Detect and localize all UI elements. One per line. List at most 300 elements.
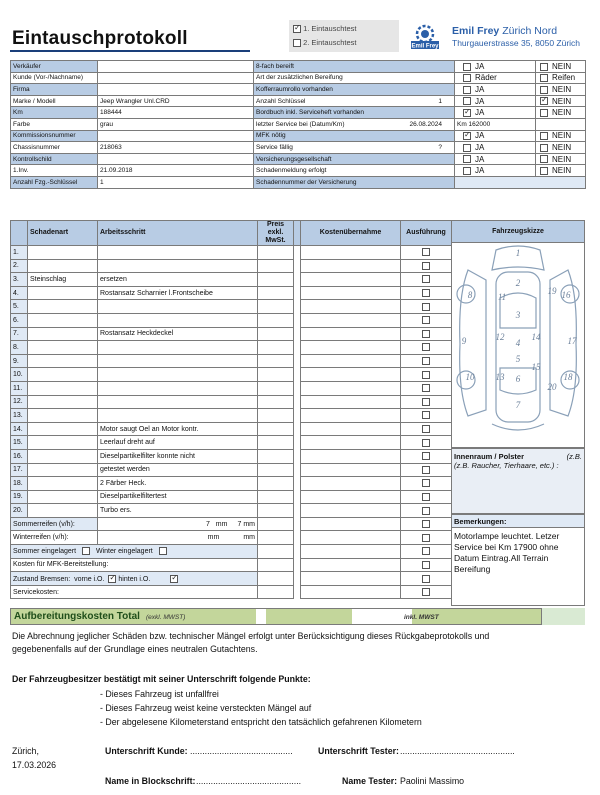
row-schadenart[interactable]: [28, 504, 98, 518]
row-preis[interactable]: [258, 313, 294, 327]
checkbox-bremsen-hinten[interactable]: [170, 575, 178, 583]
info-row: [11, 84, 586, 96]
row-schadenart[interactable]: [28, 313, 98, 327]
checkbox-ausfuehrung[interactable]: [422, 357, 430, 365]
option-b[interactable]: Reifen: [536, 72, 586, 84]
sketch-number: 3: [515, 310, 521, 320]
row-preis[interactable]: [258, 463, 294, 477]
checkbox-b[interactable]: [540, 63, 548, 71]
checkbox-ausfuehrung[interactable]: [422, 316, 430, 324]
row-schadenart[interactable]: [28, 381, 98, 395]
checkbox-ausfuehrung[interactable]: [422, 398, 430, 406]
row-arbeitsschritt[interactable]: ersetzen: [98, 273, 258, 287]
page-title: Eintauschprotokoll: [12, 28, 188, 49]
interior-label: Innenraum / Polster: [454, 452, 525, 461]
checkbox-b[interactable]: [540, 155, 548, 163]
option-b[interactable]: NEIN: [536, 142, 586, 154]
sketch-number: 12: [495, 332, 505, 342]
checkbox-a[interactable]: [463, 74, 471, 82]
row-ausfuehrung[interactable]: [401, 341, 452, 355]
row-number: 1.: [11, 246, 28, 260]
row-arbeitsschritt[interactable]: [98, 395, 258, 409]
info-value[interactable]: 21.09.2018: [98, 165, 254, 177]
row-preis[interactable]: [258, 395, 294, 409]
row-kosten[interactable]: [301, 490, 401, 504]
damage-row: [11, 490, 452, 504]
interior-hint-a: (z.B.: [566, 452, 582, 461]
row-kosten[interactable]: [301, 449, 401, 463]
row-arbeitsschritt[interactable]: Turbo ers.: [98, 504, 258, 518]
sommerreifen-label: Sommerreifen (v/h):: [11, 517, 98, 531]
checkbox-ausfuehrung[interactable]: [422, 384, 430, 392]
checkbox-a[interactable]: [463, 144, 471, 152]
row-kosten[interactable]: [301, 395, 401, 409]
row-kosten[interactable]: [301, 354, 401, 368]
info-value[interactable]: [98, 72, 254, 84]
info-value[interactable]: [98, 153, 254, 165]
row-schadenart[interactable]: Steinschlag: [28, 273, 98, 287]
checkbox-ausfuehrung[interactable]: [422, 588, 430, 596]
row-number: 18.: [11, 477, 28, 491]
sommerreifen-values[interactable]: 7 mm 7 mm: [98, 517, 258, 531]
damage-row: [11, 463, 452, 477]
row-schadenart[interactable]: [28, 300, 98, 314]
row-preis[interactable]: [258, 273, 294, 287]
row-preis[interactable]: [258, 409, 294, 423]
checkbox-ausfuehrung[interactable]: [422, 520, 430, 528]
row-arbeitsschritt[interactable]: Leerlauf dreht auf: [98, 436, 258, 450]
signature-kunde-label: Unterschrift Kunde:: [105, 746, 188, 756]
row-ausfuehrung[interactable]: [401, 477, 452, 491]
row-kosten[interactable]: [301, 286, 401, 300]
damage-row: [11, 327, 452, 341]
row-ausfuehrung[interactable]: [401, 436, 452, 450]
row-ausfuehrung[interactable]: [401, 504, 452, 518]
info-mid-label: Anzahl Schlüssel 1: [254, 95, 455, 107]
checkbox-b[interactable]: [540, 74, 548, 82]
row-preis[interactable]: [258, 504, 294, 518]
row-schadenart[interactable]: [28, 327, 98, 341]
row-kosten[interactable]: [301, 477, 401, 491]
row-kosten[interactable]: [301, 504, 401, 518]
total-gap: [256, 609, 266, 624]
row-number: 3.: [11, 273, 28, 287]
row-arbeitsschritt[interactable]: Motor saugt Oel an Motor kontr.: [98, 422, 258, 436]
checkbox-ausfuehrung[interactable]: [422, 371, 430, 379]
checkbox-ausfuehrung[interactable]: [422, 330, 430, 338]
row-number: 16.: [11, 449, 28, 463]
row-number: 20.: [11, 504, 28, 518]
row-arbeitsschritt[interactable]: Dieselpartikelfiltertest: [98, 490, 258, 504]
info-label: Km: [11, 107, 98, 119]
checkbox-ausfuehrung[interactable]: [422, 466, 430, 474]
row-schadenart[interactable]: [28, 490, 98, 504]
option-b[interactable]: NEIN: [536, 130, 586, 142]
row-schadenart[interactable]: [28, 409, 98, 423]
row-arbeitsschritt[interactable]: [98, 300, 258, 314]
checkbox-ausfuehrung[interactable]: [422, 275, 430, 283]
vehicle-info-table: [10, 60, 586, 189]
row-schadenart[interactable]: [28, 341, 98, 355]
row-kosten[interactable]: [301, 341, 401, 355]
damage-row: [11, 286, 452, 300]
checkbox-bremsen-vorne[interactable]: [108, 575, 116, 583]
signature-date: 17.03.2026: [12, 760, 57, 770]
row-preis[interactable]: [258, 259, 294, 273]
damage-row: [11, 477, 452, 491]
info-value[interactable]: [98, 84, 254, 96]
info-row: [11, 142, 586, 154]
row-kosten[interactable]: [301, 300, 401, 314]
row-ausfuehrung[interactable]: [401, 286, 452, 300]
option-second-test[interactable]: [293, 38, 356, 47]
checkbox-a[interactable]: [463, 155, 471, 163]
checkbox-ausfuehrung[interactable]: [422, 289, 430, 297]
signature-tester-line[interactable]: ...............................................: [400, 746, 515, 756]
row-schadenart[interactable]: [28, 449, 98, 463]
damage-row: [11, 341, 452, 355]
info-mid-label: Service fällig ?: [254, 142, 455, 154]
col-schadenart: Schadenart: [28, 221, 98, 246]
row-ausfuehrung[interactable]: [401, 300, 452, 314]
checkbox-b[interactable]: [540, 167, 548, 175]
damage-row: [11, 436, 452, 450]
checkbox-ausfuehrung[interactable]: [422, 303, 430, 311]
checkbox-ausfuehrung[interactable]: [422, 452, 430, 460]
title-underline: [10, 50, 250, 52]
sketch-number: 17: [567, 336, 577, 346]
col-preis: Preis exkl. MwSt.: [258, 221, 294, 246]
sketch-number: 20: [547, 382, 557, 392]
row-number: 5.: [11, 300, 28, 314]
row-number: 2.: [11, 259, 28, 273]
row-ausfuehrung[interactable]: [401, 409, 452, 423]
info-row: [11, 176, 586, 188]
row-preis[interactable]: [258, 341, 294, 355]
total-exkl: (exkl. MWST): [146, 614, 186, 621]
row-preis[interactable]: [258, 381, 294, 395]
checkbox-a[interactable]: [463, 86, 471, 94]
extra-row: [11, 531, 452, 545]
damage-row: [11, 313, 452, 327]
checkbox-a[interactable]: [463, 167, 471, 175]
row-arbeitsschritt[interactable]: [98, 313, 258, 327]
signature-city: Zürich,: [12, 746, 39, 756]
checkbox-ausfuehrung[interactable]: [422, 248, 430, 256]
row-kosten[interactable]: [301, 327, 401, 341]
sketch-number: 10: [465, 372, 475, 382]
info-row: [11, 153, 586, 165]
info-mid-label: MFK nötig: [254, 130, 455, 142]
damage-row: [11, 300, 452, 314]
option-a[interactable]: ✓ JA: [455, 107, 536, 119]
info-label: Kunde (Vor-/Nachname): [11, 72, 98, 84]
row-preis[interactable]: [258, 327, 294, 341]
brand-name: Emil Frey Zürich Nord: [452, 25, 558, 37]
info-row: [11, 95, 586, 107]
checkbox-second-test[interactable]: [293, 39, 301, 47]
damage-row: [11, 422, 452, 436]
row-schadenart[interactable]: [28, 422, 98, 436]
info-label: Kommissionsnummer: [11, 130, 98, 142]
total-bar-end: [542, 608, 585, 625]
row-preis[interactable]: [258, 449, 294, 463]
option-a[interactable]: JA: [455, 153, 536, 165]
damage-table: [10, 220, 452, 599]
info-value[interactable]: [98, 130, 254, 142]
sketch-number: 6: [515, 374, 521, 384]
row-ausfuehrung[interactable]: [401, 273, 452, 287]
row-preis[interactable]: [258, 300, 294, 314]
row-schadenart[interactable]: [28, 463, 98, 477]
col-kosten: Kostenübernahme: [301, 221, 401, 246]
damage-row: [11, 409, 452, 423]
logo-text: Emil Frey: [411, 43, 439, 50]
option-first-test-label: 1. Eintauschtest: [303, 24, 357, 33]
eingelagert[interactable]: Sommer eingelagert Winter eingelagert: [11, 545, 258, 559]
info-label: Firma: [11, 84, 98, 96]
row-ausfuehrung[interactable]: [401, 449, 452, 463]
row-preis[interactable]: [258, 436, 294, 450]
damage-row: [11, 395, 452, 409]
row-preis[interactable]: [258, 286, 294, 300]
option-a[interactable]: JA: [455, 165, 536, 177]
row-ausfuehrung[interactable]: [401, 463, 452, 477]
vehicle-sketch: [452, 240, 584, 440]
option-a[interactable]: Räder: [455, 72, 536, 84]
row-kosten[interactable]: [301, 259, 401, 273]
signature-kunde-line[interactable]: ..........................................: [190, 746, 293, 756]
remarks-box: [451, 514, 585, 606]
row-kosten[interactable]: [301, 463, 401, 477]
option-a[interactable]: JA: [455, 95, 536, 107]
info-value[interactable]: 188444: [98, 107, 254, 119]
sketch-number: 19: [547, 286, 557, 296]
row-ausfuehrung[interactable]: [401, 395, 452, 409]
row-number: 13.: [11, 409, 28, 423]
billing-text-2: gegebenenfalls auf der Grundlage eines neutralen Gutachtens.: [12, 644, 258, 654]
checkbox-a[interactable]: [463, 63, 471, 71]
checkbox-ausfuehrung[interactable]: [422, 561, 430, 569]
sketch-number: 8: [467, 290, 473, 300]
row-preis[interactable]: [258, 477, 294, 491]
row-number: 9.: [11, 354, 28, 368]
checkbox-a[interactable]: [463, 97, 471, 105]
info-label: Chassisnummer: [11, 142, 98, 154]
option-b[interactable]: NEIN: [536, 84, 586, 96]
row-preis[interactable]: [258, 368, 294, 382]
option-b[interactable]: NEIN: [536, 165, 586, 177]
row-arbeitsschritt[interactable]: [98, 246, 258, 260]
row-schadenart[interactable]: [28, 368, 98, 382]
row-ausfuehrung[interactable]: [401, 381, 452, 395]
row-arbeitsschritt[interactable]: [98, 259, 258, 273]
row-kosten[interactable]: [301, 422, 401, 436]
row-number: 7.: [11, 327, 28, 341]
row-schadenart[interactable]: [28, 286, 98, 300]
row-arbeitsschritt[interactable]: [98, 341, 258, 355]
row-preis[interactable]: [258, 246, 294, 260]
row-kosten[interactable]: [301, 313, 401, 327]
option-b[interactable]: ✓ NEIN: [536, 95, 586, 107]
checkbox-b[interactable]: [540, 144, 548, 152]
row-kosten[interactable]: [301, 409, 401, 423]
option-b[interactable]: NEIN: [536, 107, 586, 119]
sketch-number: 18: [563, 372, 573, 382]
name-tester-label: Name Tester:: [342, 776, 398, 786]
option-b[interactable]: NEIN: [536, 61, 586, 73]
checkbox-ausfuehrung[interactable]: [422, 493, 430, 501]
option-a[interactable]: JA: [455, 142, 536, 154]
row-kosten[interactable]: [301, 273, 401, 287]
option-a[interactable]: JA: [455, 84, 536, 96]
extra-row: [11, 572, 452, 586]
checkbox-ausfuehrung[interactable]: [422, 439, 430, 447]
checkbox-ausfuehrung[interactable]: [422, 534, 430, 542]
row-ausfuehrung[interactable]: [401, 327, 452, 341]
checkbox-ausfuehrung[interactable]: [422, 547, 430, 555]
row-arbeitsschritt[interactable]: getestet werden: [98, 463, 258, 477]
total-bar: [10, 608, 542, 625]
info-row: [11, 165, 586, 177]
info-value[interactable]: Jeep Wrangler Unl.CRD: [98, 95, 254, 107]
row-kosten[interactable]: [301, 436, 401, 450]
checkbox-b[interactable]: [540, 86, 548, 94]
row-schadenart[interactable]: [28, 354, 98, 368]
row-kosten[interactable]: [301, 368, 401, 382]
extra-row: [11, 517, 452, 531]
checkbox-ausfuehrung[interactable]: [422, 425, 430, 433]
checkbox-ausfuehrung[interactable]: [422, 262, 430, 270]
row-arbeitsschritt[interactable]: [98, 381, 258, 395]
row-ausfuehrung[interactable]: [401, 422, 452, 436]
damage-row: [11, 504, 452, 518]
info-mid-label: Kofferraumrollo vorhanden: [254, 84, 455, 96]
checkbox-ausfuehrung[interactable]: [422, 411, 430, 419]
row-schadenart[interactable]: [28, 477, 98, 491]
row-ausfuehrung[interactable]: [401, 354, 452, 368]
damage-row: [11, 259, 452, 273]
info-label: Anzahl Fzg.-Schlüssel: [11, 176, 98, 188]
damage-row: [11, 449, 452, 463]
brand-address: Thurgauerstrasse 35, 8050 Zürich: [452, 38, 581, 48]
col-ausfuehrung: Ausführung: [401, 221, 452, 246]
option-first-test[interactable]: [293, 24, 356, 33]
row-preis[interactable]: [258, 490, 294, 504]
info-label: Farbe: [11, 118, 98, 130]
col-arbeitsschritt: Arbeitsschritt: [98, 221, 258, 246]
info-value[interactable]: 218063: [98, 142, 254, 154]
info-label: 1.Inv.: [11, 165, 98, 177]
bullet-kilometer: - Der abgelesene Kilometerstand entspricht den tatsächlich gefahrenen Kilometern: [100, 717, 422, 727]
info-row: [11, 72, 586, 84]
checkbox-b[interactable]: [540, 109, 548, 117]
row-preis[interactable]: [258, 422, 294, 436]
row-kosten[interactable]: [301, 381, 401, 395]
row-ausfuehrung[interactable]: [401, 246, 452, 260]
row-arbeitsschritt[interactable]: Dieselpartikelfilter konnte nicht: [98, 449, 258, 463]
info-value[interactable]: grau: [98, 118, 254, 130]
bremsen[interactable]: Zustand Bremsen: vorne i.O. ✓ hinten i.O. ✓: [11, 572, 258, 586]
checkbox-ausfuehrung[interactable]: [422, 575, 430, 583]
checkbox-b[interactable]: [540, 97, 548, 105]
checkbox-ausfuehrung[interactable]: [422, 479, 430, 487]
confirm-heading: Der Fahrzeugbesitzer bestätigt mit seiner Unterschrift folgende Punkte:: [12, 674, 311, 684]
row-schadenart[interactable]: [28, 395, 98, 409]
row-arbeitsschritt[interactable]: [98, 354, 258, 368]
info-mid-label: 8-fach bereift: [254, 61, 455, 73]
row-number: 14.: [11, 422, 28, 436]
emil-frey-logo: [409, 24, 441, 50]
row-schadenart[interactable]: [28, 436, 98, 450]
row-arbeitsschritt[interactable]: [98, 409, 258, 423]
remarks-label: Bemerkungen:: [452, 515, 584, 528]
sketch-number: 9: [461, 336, 467, 346]
row-arbeitsschritt[interactable]: 2 Färber Heck.: [98, 477, 258, 491]
total-inkl: inkl. MWST: [404, 614, 439, 621]
mfk-label: Kosten für MFK-Bereitstellung:: [11, 558, 258, 572]
bullet-maengel: - Dieses Fahrzeug weist keine versteckten Mängel auf: [100, 703, 312, 713]
row-preis[interactable]: [258, 354, 294, 368]
remarks-text[interactable]: Motorlampe leuchtet. Letzer Service bei Km 17900 ohne Datum Eintrag.All Terrain Bereifung: [454, 531, 560, 574]
row-arbeitsschritt[interactable]: [98, 368, 258, 382]
info-value[interactable]: 1: [98, 176, 254, 188]
info-value[interactable]: [98, 61, 254, 73]
checkbox-sommer-eingelagert[interactable]: [82, 547, 90, 555]
checkbox-first-test[interactable]: [293, 25, 301, 33]
info-mid-label: Schadenmeldung erfolgt: [254, 165, 455, 177]
info-mid-label: Schadennummer der Versicherung: [254, 176, 455, 188]
row-number: 6.: [11, 313, 28, 327]
damage-row: [11, 273, 452, 287]
row-ausfuehrung[interactable]: [401, 313, 452, 327]
km-value[interactable]: Km 162000: [455, 118, 536, 130]
damage-row: [11, 368, 452, 382]
sketch-number: 15: [531, 362, 541, 372]
checkbox-winter-eingelagert[interactable]: [159, 547, 167, 555]
checkbox-a[interactable]: [463, 109, 471, 117]
test-options: [289, 20, 399, 52]
row-ausfuehrung[interactable]: [401, 259, 452, 273]
option-a[interactable]: ✓ JA: [455, 130, 536, 142]
row-kosten[interactable]: [301, 246, 401, 260]
checkbox-ausfuehrung[interactable]: [422, 343, 430, 351]
row-arbeitsschritt[interactable]: Rostansatz Scharnier l.Frontscheibe: [98, 286, 258, 300]
brand-location: Zürich Nord: [502, 25, 558, 37]
row-ausfuehrung[interactable]: [401, 368, 452, 382]
sketch-number: 1: [515, 248, 521, 258]
option-second-test-label: 2. Eintauschtest: [303, 38, 357, 47]
total-gap-right: [352, 609, 412, 624]
extra-row: [11, 545, 452, 559]
block-name-line[interactable]: ...........................................: [196, 776, 302, 786]
info-row: [11, 130, 586, 142]
row-schadenart[interactable]: [28, 259, 98, 273]
winterreifen-label: Winterreifen (v/h):: [11, 531, 98, 545]
checkbox-a[interactable]: [463, 132, 471, 140]
interior-box: [451, 448, 585, 514]
row-number: 4.: [11, 286, 28, 300]
checkbox-b[interactable]: [540, 132, 548, 140]
winterreifen-values[interactable]: mm mm: [98, 531, 258, 545]
sketch-number: 13: [495, 372, 505, 382]
row-schadenart[interactable]: [28, 246, 98, 260]
checkbox-ausfuehrung[interactable]: [422, 507, 430, 515]
row-arbeitsschritt[interactable]: Rostansatz Heckdeckel: [98, 327, 258, 341]
option-a[interactable]: JA: [455, 61, 536, 73]
option-b[interactable]: NEIN: [536, 153, 586, 165]
row-ausfuehrung[interactable]: [401, 490, 452, 504]
